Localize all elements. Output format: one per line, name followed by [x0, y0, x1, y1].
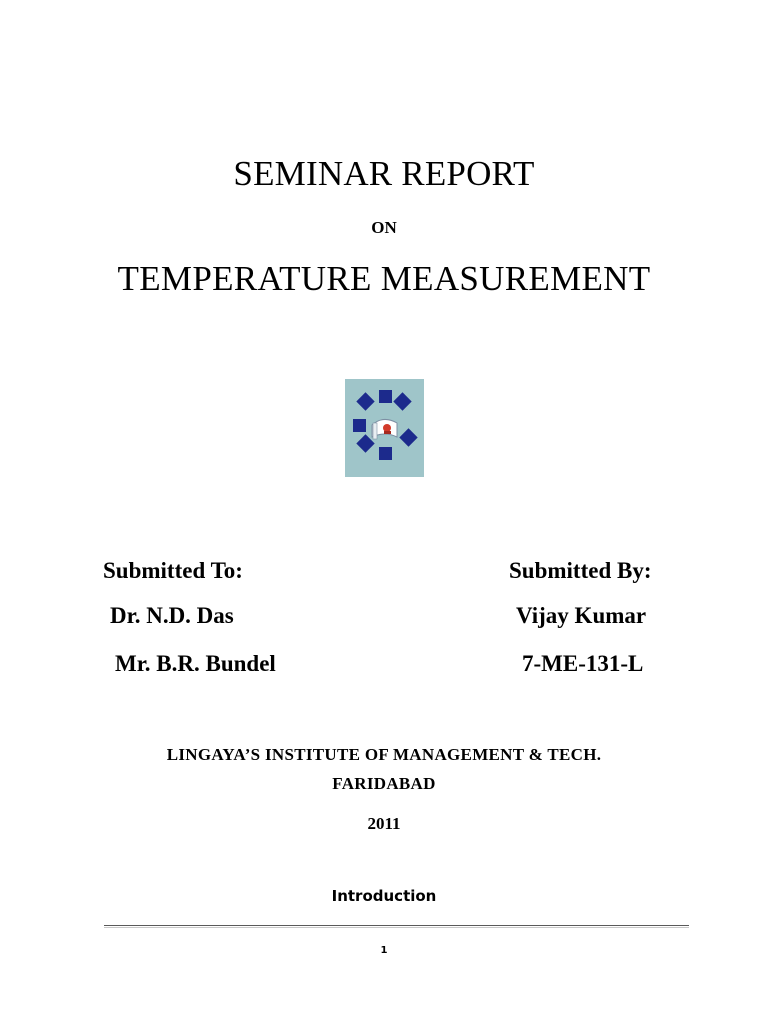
- report-subject: TEMPERATURE MEASUREMENT: [117, 259, 651, 298]
- logo-square-bm: [379, 447, 392, 460]
- report-on: ON: [371, 218, 397, 237]
- logo-square-tm: [379, 390, 392, 403]
- next-section-heading: Introduction: [331, 887, 437, 905]
- institute-logo-icon: [345, 379, 424, 477]
- logo-red-base: [384, 431, 391, 434]
- logo-book-spine: [373, 423, 377, 439]
- logo-square-mr: [399, 428, 417, 446]
- page-footer-rule: [104, 925, 689, 926]
- page-number: 1: [380, 945, 388, 956]
- institute-name: LINGAYA’S INSTITUTE OF MANAGEMENT & TECH.: [166, 745, 602, 764]
- submitted-to-label: Submitted To:: [103, 558, 243, 583]
- logo-square-ml: [353, 419, 366, 432]
- student-name: Vijay Kumar: [516, 603, 647, 628]
- report-year: 2011: [367, 814, 401, 833]
- supervisor-name-2: Mr. B.R. Bundel: [115, 651, 276, 676]
- supervisor-name-1: Dr. N.D. Das: [110, 603, 234, 628]
- submitted-by-label: Submitted By:: [509, 558, 652, 583]
- logo-red-mark: [383, 424, 391, 432]
- institute-city: FARIDABAD: [332, 774, 436, 793]
- logo-square-tr: [393, 392, 411, 410]
- student-roll-number: 7-ME-131-L: [522, 651, 644, 676]
- logo-square-tl: [356, 392, 374, 410]
- page-footer-rule-shadow: [104, 927, 689, 928]
- report-title: SEMINAR REPORT: [233, 154, 535, 193]
